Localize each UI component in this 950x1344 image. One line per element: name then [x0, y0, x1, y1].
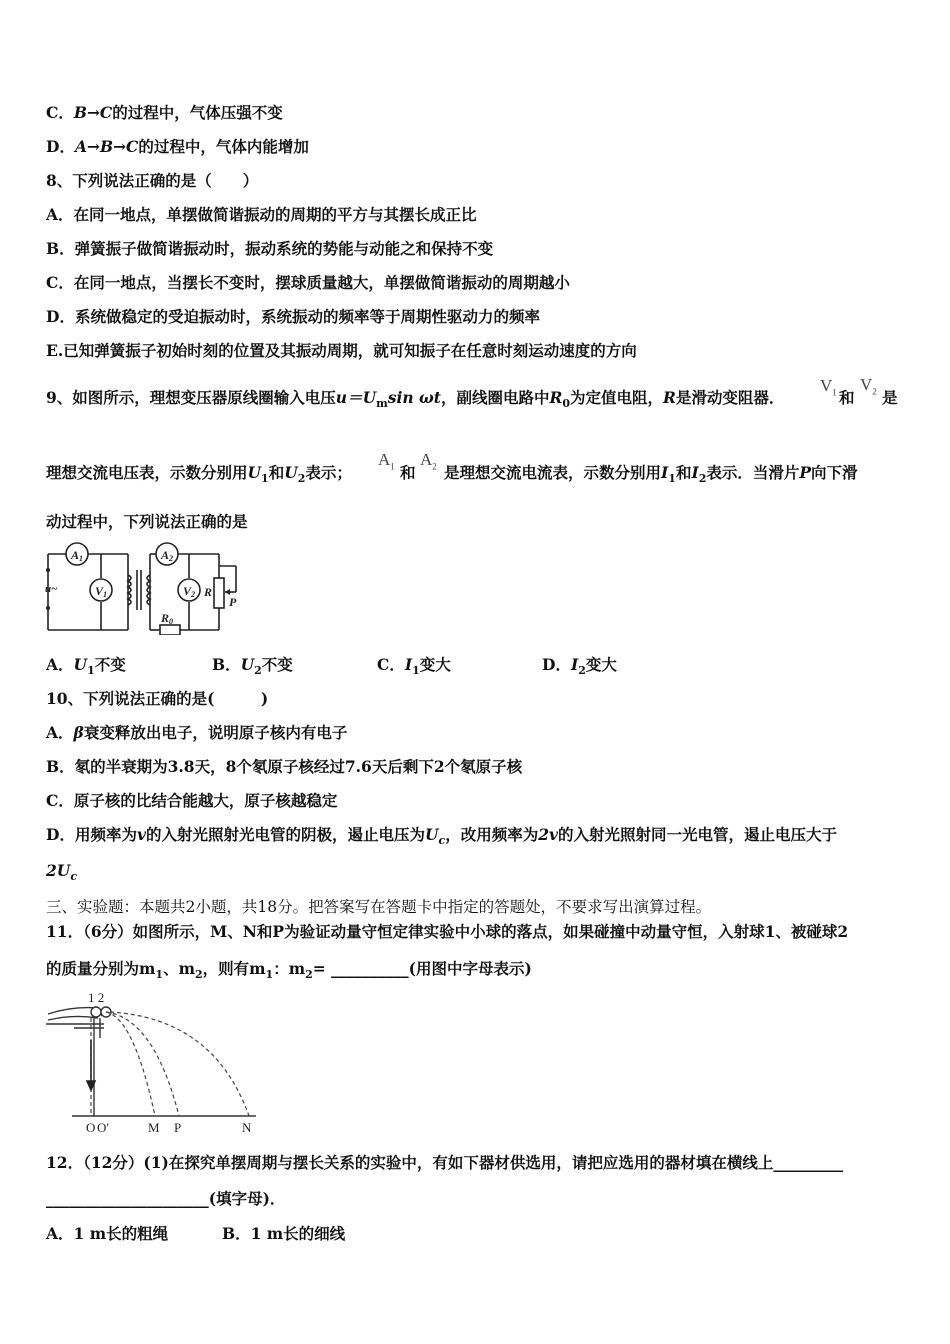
sub: 1: [265, 968, 274, 982]
voltmeter-v1-symbol: [820, 376, 837, 397]
q11-line-2: [46, 959, 532, 985]
q8-option-c: C．在同一地点，当摆长不变时，摆球质量越大，单摆做简谐振动的周期越小: [46, 273, 570, 292]
option-c-prev: [46, 103, 283, 123]
formula: P: [799, 463, 812, 482]
text: ，则有m: [202, 959, 266, 978]
symbol-sub: 1: [832, 387, 837, 398]
symbol-sub: 2: [872, 386, 877, 397]
text: D．用频率为: [46, 825, 137, 844]
option-text: 的过程中，气体压强不变: [112, 103, 283, 122]
ammeter-a2-label: A2: [161, 548, 174, 563]
formula: B→C: [73, 103, 113, 122]
symbol-sub: 2: [432, 461, 437, 472]
formula-sub: 2: [698, 472, 707, 486]
formula: U: [424, 825, 439, 844]
label-o-prime: O′: [97, 1120, 110, 1135]
text: 表示．当滑片: [706, 463, 800, 482]
rheostat-label: R: [204, 585, 213, 599]
option-label: D．: [542, 655, 571, 674]
option-label: A．: [46, 723, 74, 742]
text: 理想交流电压表，示数分别用: [46, 463, 248, 482]
voltmeter-v2-label: V2: [183, 584, 196, 599]
sub: 2: [194, 968, 203, 982]
text: 9、如图所示，理想变压器原线圈输入电压: [46, 388, 336, 407]
text: 和: [268, 463, 285, 482]
and-text: 和: [400, 463, 416, 482]
option-label: C．: [46, 103, 74, 122]
symbol-sub: 1: [390, 461, 395, 472]
formula-sub: 0: [562, 397, 570, 411]
q9-line-3: 动过程中，下列说法正确的是: [46, 512, 248, 531]
option-label: C．: [377, 655, 405, 674]
text: 是滑动变阻器．: [675, 388, 785, 407]
label-m: M: [148, 1120, 160, 1135]
option-d-prev: [46, 137, 309, 157]
formula-sub: c: [438, 834, 446, 848]
formula: 2U: [46, 861, 71, 880]
trajectory-m: [106, 1012, 155, 1116]
q9-line-1: [46, 388, 784, 414]
input-voltage-label: u~: [45, 583, 58, 595]
text: 的质量分别为m: [46, 959, 156, 978]
option-label: D．: [46, 137, 75, 156]
formula: u＝U: [335, 388, 377, 407]
q12-line-2: _____________________(填字母)．: [46, 1189, 286, 1208]
q10-option-b: B．氡的半衰期为3.8天，8个氡原子核经过7.6天后剩下2个氡原子核: [46, 757, 523, 776]
formula: β: [73, 723, 84, 742]
r0-label: R0: [161, 611, 174, 626]
formula: I: [661, 463, 669, 482]
ball-labels: 1 2: [88, 990, 105, 1005]
text: = __________(用图中字母表示): [312, 959, 532, 978]
q12-line-1: 12．（12分）(1)在探究单摆周期与摆长关系的实验中，有如下器材供选用，请把应选用的器材填在横线上_________: [46, 1153, 844, 1172]
slider-label: P: [229, 595, 237, 609]
trajectory-p: [106, 1012, 179, 1116]
q12-option-b: B．1 m长的细线: [222, 1224, 346, 1243]
label-n: N: [242, 1120, 252, 1135]
ball-1: [91, 1007, 101, 1017]
formula: I: [570, 655, 579, 674]
q10-option-a: [46, 723, 347, 743]
symbol: A: [378, 450, 391, 469]
option-label: B．: [212, 655, 241, 674]
voltmeter-v2-symbol: [860, 375, 877, 396]
label-p: P: [174, 1120, 182, 1135]
q8-stem: 8、下列说法正确的是（ ）: [46, 171, 259, 190]
text: 、m: [163, 959, 195, 978]
q10-stem: 10、下列说法正确的是( ): [46, 689, 269, 708]
ammeter-a1-symbol: [378, 450, 395, 471]
text: ，副线圈电路中: [440, 388, 550, 407]
formula-sub: m: [376, 397, 388, 411]
q8-option-b: B．弹簧振子做简谐振动时，振动系统的势能与动能之和保持不变: [46, 239, 494, 258]
formula: U: [247, 463, 262, 482]
formula-sub: 2: [578, 664, 586, 678]
option-label: A．: [46, 655, 74, 674]
text: 的入射光照射同一光电管，遏止电压大于: [558, 825, 838, 844]
q9-option-a: [46, 655, 126, 681]
formula: I: [691, 463, 699, 482]
text: 和: [675, 463, 692, 482]
transformer-circuit-figure: [44, 540, 254, 635]
text: 是理想交流电流表，示数分别用: [444, 463, 662, 482]
q9-option-d: [542, 655, 617, 681]
symbol: V: [820, 376, 833, 395]
option-text: 变大: [585, 655, 617, 674]
formula-sub: 1: [412, 664, 420, 678]
voltmeter-v1-label: V1: [95, 584, 108, 599]
section-3-heading: 三、实验题：本题共2小题，共18分。把答案写在答题卡中指定的答题处，不要求写出演算过程。: [46, 898, 712, 916]
formula-sub: 2: [297, 472, 306, 486]
q8-option-a: A．在同一地点，单摆做简谐振动的周期的平方与其摆长成正比: [46, 205, 477, 224]
and-text: 和: [839, 388, 855, 407]
symbol: A: [420, 450, 433, 469]
q9-option-b: [212, 655, 293, 681]
formula: A→B→C: [74, 137, 139, 156]
option-text: 衰变释放出电子，说明原子核内有电子: [83, 723, 348, 742]
trajectory-n: [110, 1012, 249, 1116]
sub: 2: [305, 968, 313, 982]
formula-sub: 1: [668, 472, 676, 486]
formula-sub: 1: [261, 472, 269, 486]
ammeter-a1-label: A1: [71, 548, 84, 563]
q10-option-d: [46, 825, 837, 851]
q11-line-1: 11．（6分）如图所示，M、N和P为验证动量守恒定律实验中小球的落点，如果碰撞中动量守恒，入射球1、被碰球2: [46, 922, 849, 941]
option-text: 的过程中，气体内能增加: [138, 137, 309, 156]
text: ，改用频率为: [445, 825, 539, 844]
text: 为定值电阻，: [570, 388, 664, 407]
q10-option-d-cont: [46, 861, 77, 887]
q9-option-c: [377, 655, 451, 681]
ammeter-a2-symbol: [420, 450, 437, 471]
momentum-experiment-figure: [44, 988, 264, 1138]
text: 向下滑: [811, 463, 858, 482]
sub: 1: [155, 968, 164, 982]
formula: U: [284, 463, 298, 482]
text: ：m: [273, 959, 306, 978]
q9-line-2a: [46, 463, 352, 489]
symbol: V: [860, 375, 873, 394]
formula: U: [73, 655, 88, 674]
q12-option-a: A．1 m长的粗绳: [46, 1224, 169, 1243]
option-text: 变大: [419, 655, 451, 674]
option-text: 不变: [261, 655, 293, 674]
formula: sin ωt: [387, 388, 441, 407]
formula: R: [663, 388, 676, 407]
text: 的入射光照射光电管的阴极，遏止电压为: [145, 825, 425, 844]
q10-option-c: C．原子核的比结合能越大，原子核越稳定: [46, 791, 338, 810]
formula-sub: c: [70, 870, 78, 884]
formula-sub: 1: [87, 664, 95, 678]
formula: v: [136, 825, 146, 844]
text: 表示；: [305, 463, 352, 482]
option-text: 不变: [94, 655, 126, 674]
formula: I: [404, 655, 413, 674]
q8-option-d: D．系统做稳定的受迫振动时，系统振动的频率等于周期性驱动力的频率: [46, 307, 540, 326]
q9-line-2b: [444, 463, 858, 489]
formula: R: [549, 388, 563, 407]
label-o: O: [86, 1120, 96, 1135]
formula: U: [240, 655, 255, 674]
formula-sub: 2: [254, 664, 262, 678]
q8-option-e: E.已知弹簧振子初始时刻的位置及其振动周期，就可知振子在任意时刻运动速度的方向: [46, 341, 637, 360]
formula: 2v: [538, 825, 559, 844]
text: 是: [882, 388, 898, 407]
